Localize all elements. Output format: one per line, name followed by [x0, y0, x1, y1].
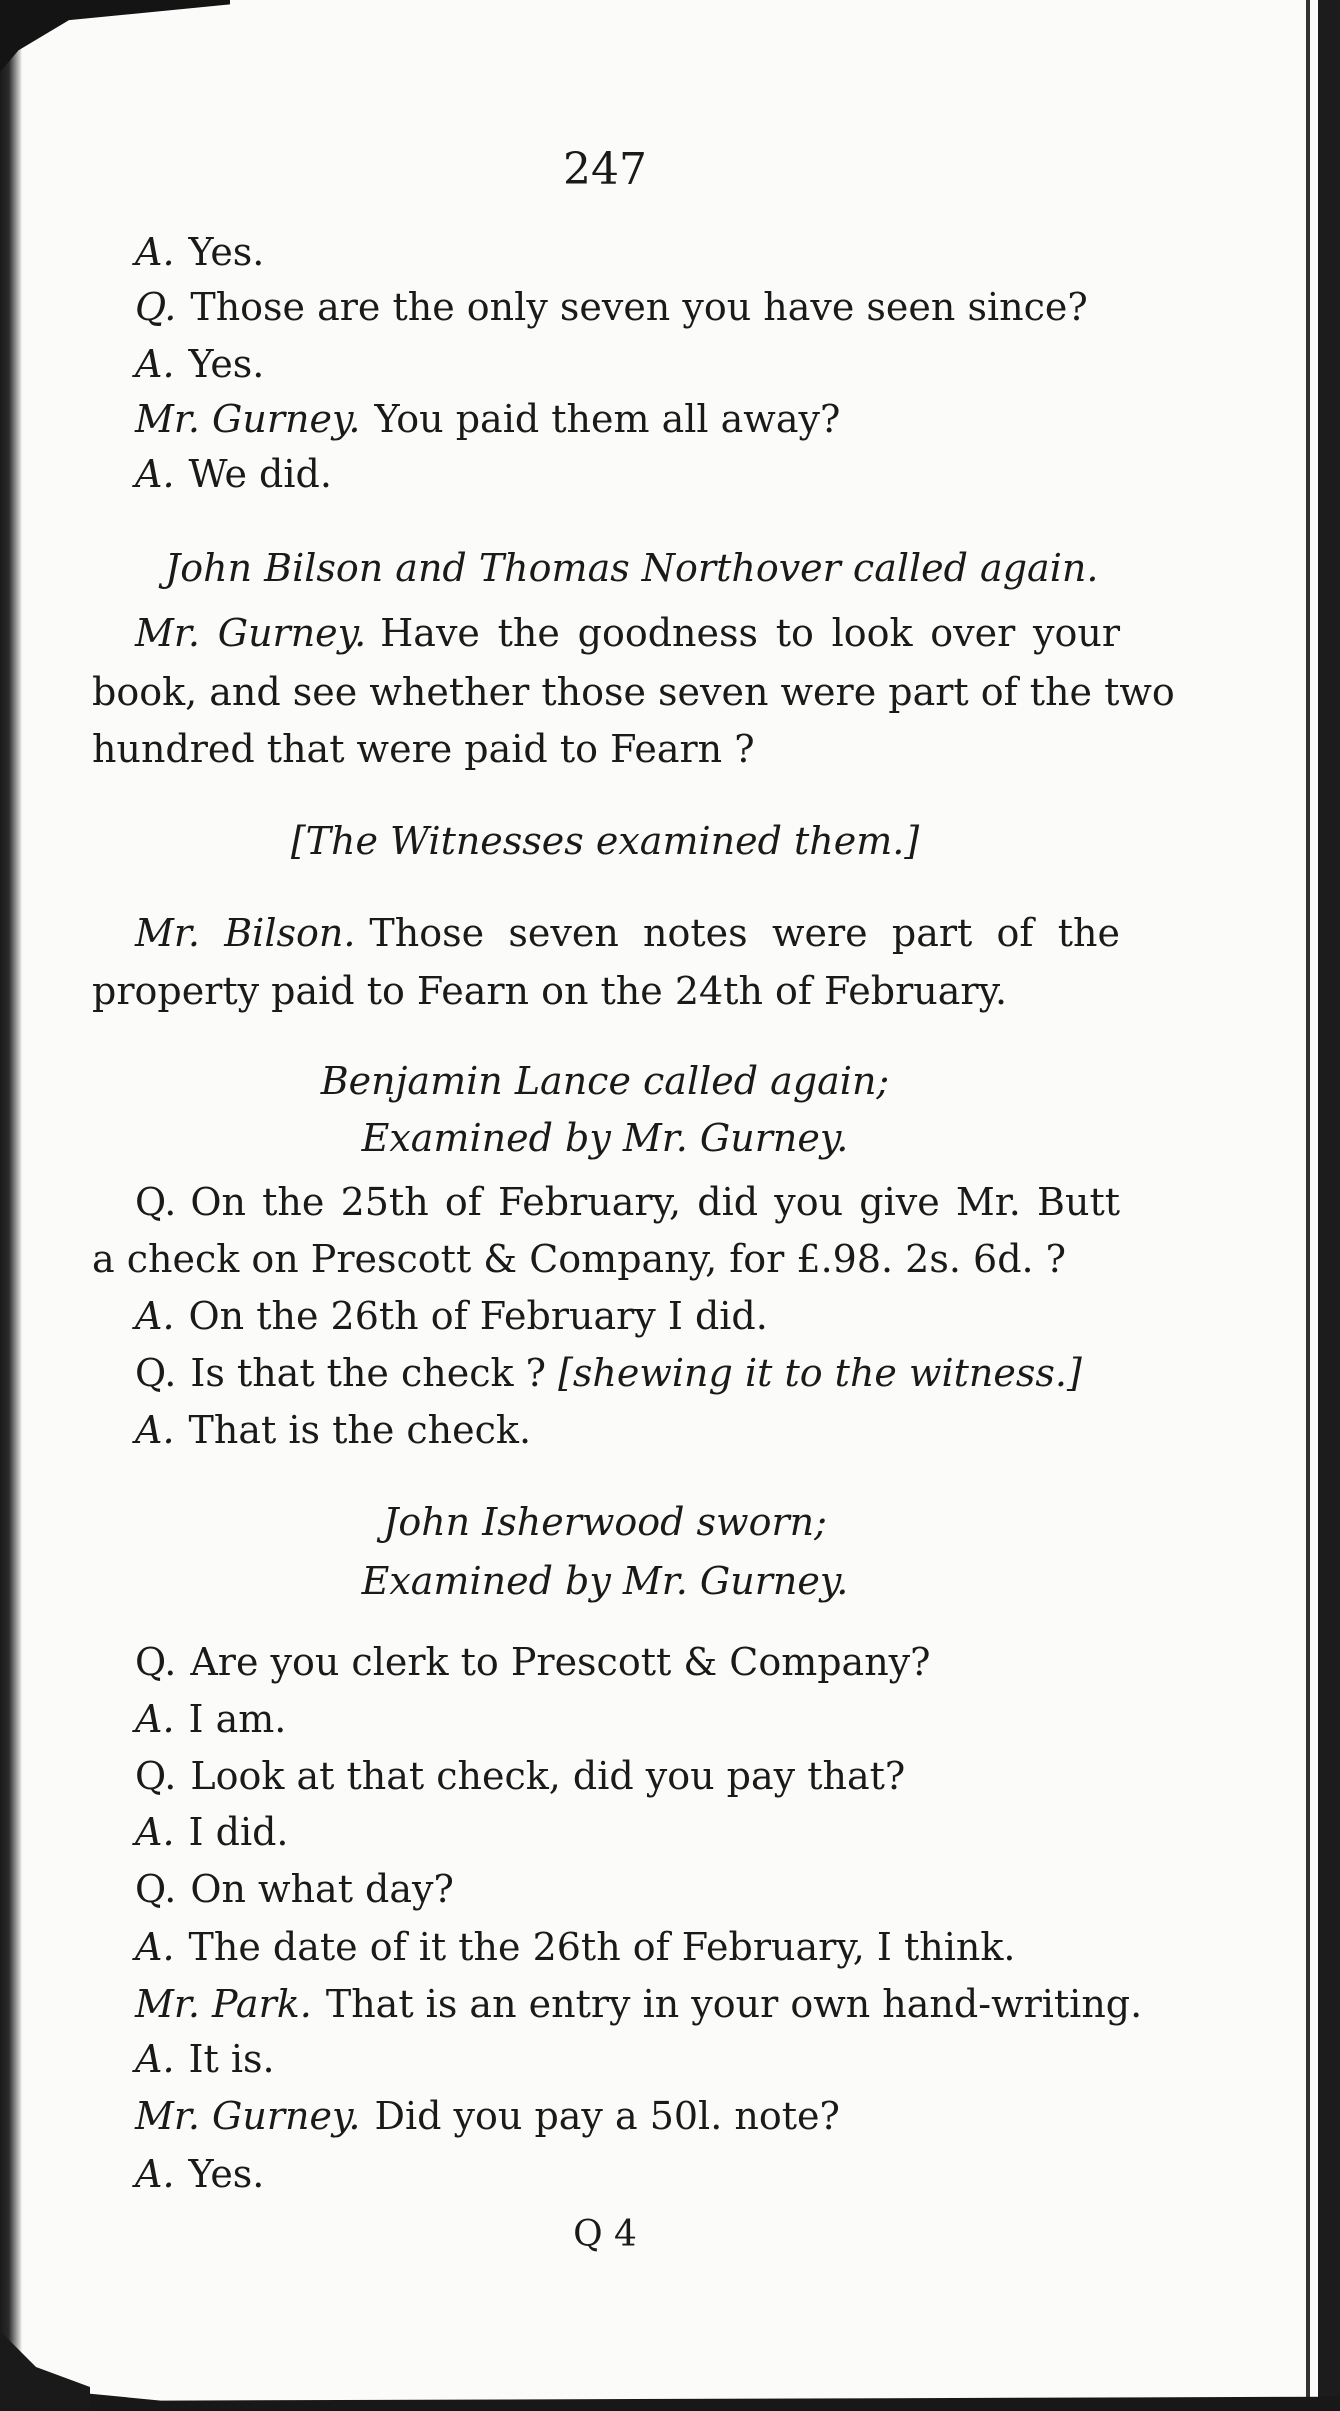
paragraph-line: book, and see whether those seven were part of the two: [92, 670, 1175, 714]
utterance: Those are the only seven you have seen since?: [190, 285, 1088, 329]
section-subheading: Examined by Mr. Gurney.: [361, 1559, 849, 1603]
utterance: On the 26th of February I did.: [188, 1294, 768, 1338]
utterance: Yes.: [188, 230, 265, 274]
utterance: Yes.: [188, 342, 265, 386]
dialogue-line: [135, 1408, 532, 1452]
section-subheading: Examined by Mr. Gurney.: [361, 1116, 849, 1160]
utterance: Did you pay a 50l. note?: [374, 2094, 840, 2138]
speaker: A.: [135, 1294, 175, 1338]
dialogue-line: [135, 1640, 931, 1684]
paragraph-text: Those seven notes were part of the: [369, 911, 1120, 955]
speaker: Q.: [135, 1640, 177, 1684]
utterance: I did.: [188, 1810, 289, 1854]
speaker: Q.: [135, 285, 177, 329]
utterance: Look at that check, did you pay that?: [190, 1754, 906, 1798]
utterance: That is the check.: [188, 1408, 532, 1452]
dialogue-line: [135, 1351, 1082, 1395]
paragraph-line: hundred that were paid to Fearn ?: [92, 727, 755, 771]
page-number: 247: [563, 144, 647, 195]
speaker: Mr. Gurney.: [135, 2094, 361, 2138]
paragraph-line: property paid to Fearn on the 24th of February.: [92, 969, 1008, 1013]
scan-right-edge: [1318, 0, 1340, 2411]
signature-mark: Q 4: [573, 2214, 637, 2255]
paragraph-line: [135, 911, 1120, 955]
section-heading: John Bilson and Thomas Northover called again.: [165, 546, 1099, 590]
speaker: Mr. Park.: [135, 1982, 312, 2026]
speaker: A.: [135, 2037, 175, 2081]
scan-top-left-corner: [0, 0, 230, 72]
utterance: Yes.: [188, 2152, 265, 2196]
utterance: I am.: [188, 1697, 287, 1741]
dialogue-line: [135, 2152, 265, 2196]
utterance: You paid them all away?: [374, 397, 841, 441]
speaker: Q.: [135, 1754, 177, 1798]
paragraph-line: [135, 611, 1120, 655]
stage-direction: [shewing it to the witness.]: [558, 1351, 1082, 1395]
speaker: A.: [135, 342, 175, 386]
dialogue-line: [135, 2094, 840, 2138]
speaker: Mr. Bilson.: [135, 911, 356, 955]
scan-bottom-edge: [0, 2385, 1340, 2411]
dialogue-line: [135, 1180, 1120, 1224]
utterance: We did.: [188, 452, 332, 496]
speaker: Q.: [135, 1180, 177, 1224]
utterance: Is that the check ?: [190, 1351, 546, 1395]
utterance: That is an entry in your own hand-writing.: [325, 1982, 1143, 2026]
dialogue-line: [135, 2037, 275, 2081]
section-heading: John Isherwood sworn;: [383, 1500, 827, 1544]
dialogue-line: [135, 230, 265, 274]
utterance: The date of it the 26th of February, I think.: [188, 1925, 1016, 1969]
scan-right-rule: [1306, 0, 1310, 2411]
stage-direction: [The Witnesses examined them.]: [290, 819, 920, 863]
speaker: Mr. Gurney.: [135, 611, 367, 655]
dialogue-line: [135, 1697, 287, 1741]
dialogue-line: [135, 397, 841, 441]
dialogue-line: [135, 1754, 906, 1798]
dialogue-line: [135, 342, 265, 386]
dialogue-line: [135, 1867, 454, 1911]
dialogue-line: [135, 285, 1088, 329]
speaker: A.: [135, 452, 175, 496]
dialogue-line: a check on Prescott & Company, for £.98. 2s. 6d. ?: [92, 1237, 1067, 1281]
utterance: Are you clerk to Prescott & Company?: [190, 1640, 931, 1684]
speaker: A.: [135, 1697, 175, 1741]
dialogue-line: [135, 1294, 768, 1338]
dialogue-line: [135, 1925, 1016, 1969]
speaker: A.: [135, 1925, 175, 1969]
dialogue-line: [135, 1982, 1143, 2026]
speaker: A.: [135, 1810, 175, 1854]
utterance: On the 25th of February, did you give Mr. Butt: [190, 1180, 1120, 1224]
utterance: On what day?: [190, 1867, 454, 1911]
paragraph-text: Have the goodness to look over your: [380, 611, 1120, 655]
speaker: A.: [135, 1408, 175, 1452]
utterance: It is.: [188, 2037, 275, 2081]
speaker: A.: [135, 230, 175, 274]
speaker: Q.: [135, 1351, 177, 1395]
speaker: A.: [135, 2152, 175, 2196]
dialogue-line: [135, 1810, 289, 1854]
speaker: Q.: [135, 1867, 177, 1911]
section-heading: Benjamin Lance called again;: [320, 1059, 890, 1103]
speaker: Mr. Gurney.: [135, 397, 361, 441]
dialogue-line: [135, 452, 332, 496]
scan-left-edge: [0, 0, 22, 2411]
